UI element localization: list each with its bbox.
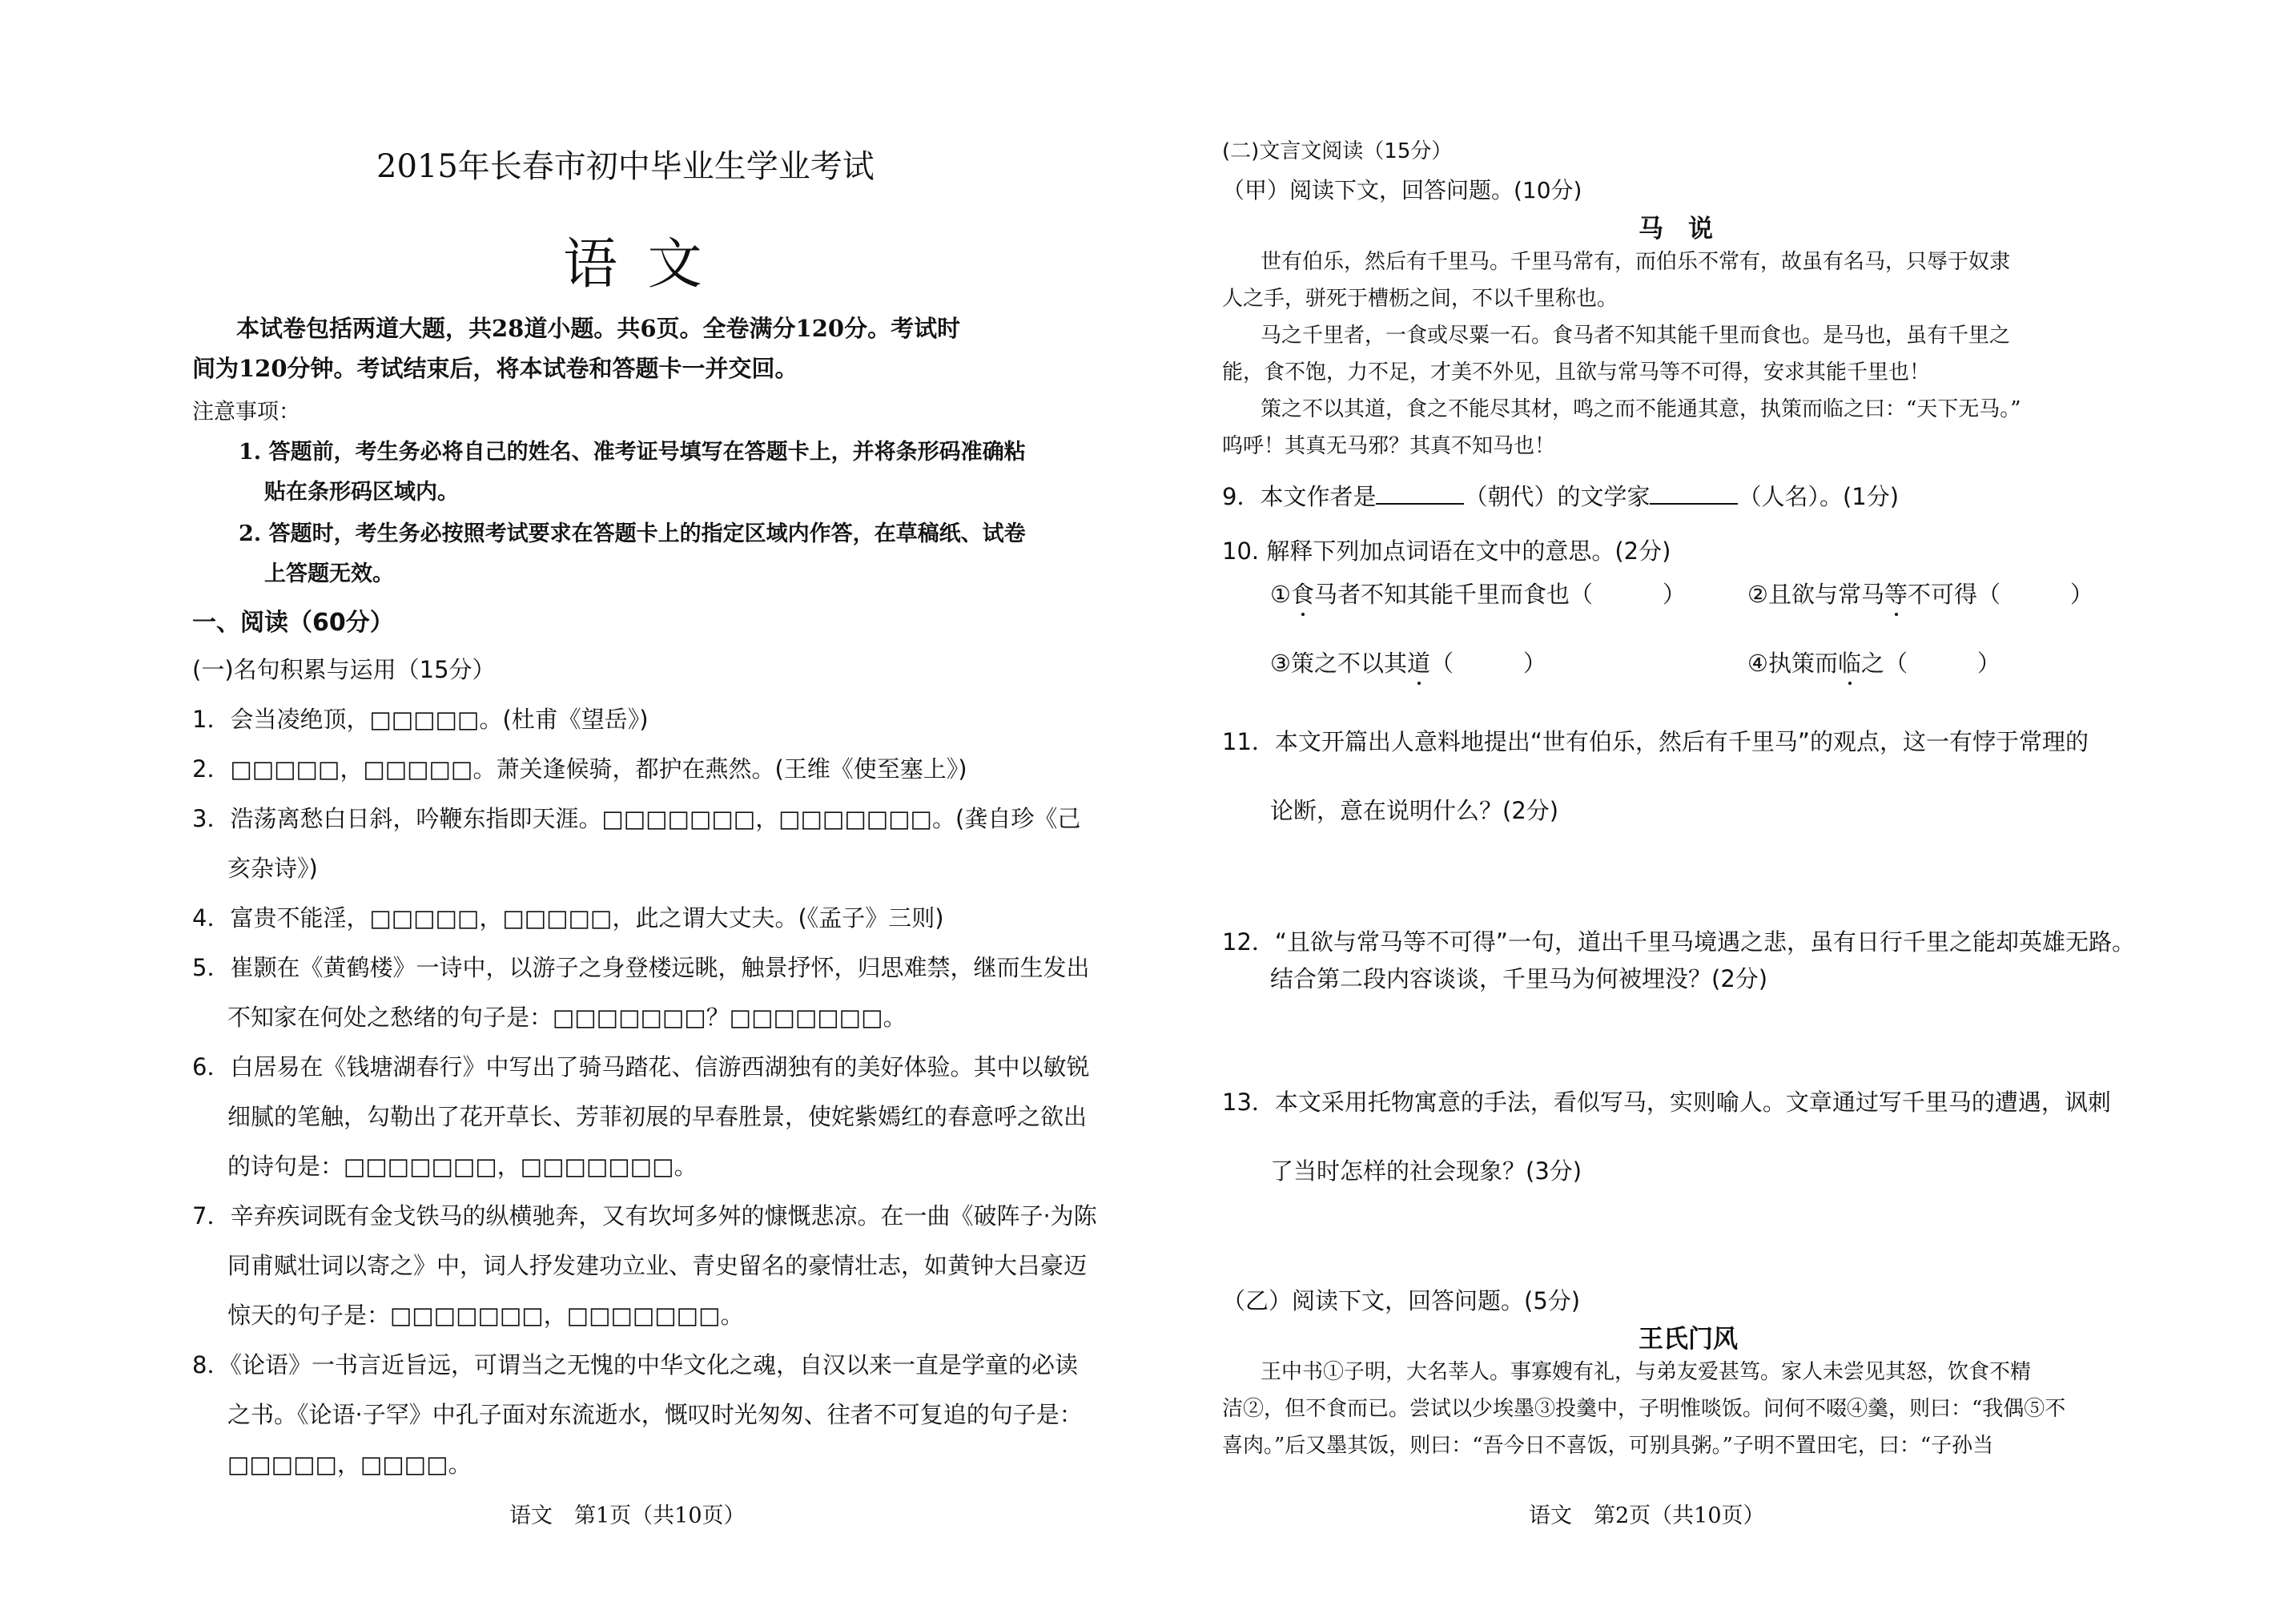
question-9 xyxy=(1222,479,1899,512)
question-text: （朝代）的文学家 xyxy=(1464,483,1651,510)
question-3: 亥杂诗》) xyxy=(227,855,318,882)
question-10-item-4 xyxy=(1747,646,2000,678)
passage-text: 策之不以其道，食之不能尽其材，鸣之而不能通其意，执策而临之曰：“天下无马。” xyxy=(1261,397,2021,421)
intro-text: 本试卷包括两道大题，共28道小题。共6页。全卷满分120分。考试时 xyxy=(236,315,961,342)
passage-text: 王中书①子明，大名莘人。事寡嫂有礼，与弟友爱甚笃。家人未尝见其怒，饮食不精 xyxy=(1261,1360,2032,1384)
question-text: （人名）。(1分) xyxy=(1738,483,1900,510)
question-6: 细腻的笔触，勾勒出了花开草长、芳菲初展的早春胜景，使姹紫嫣红的春意呼之欲出 xyxy=(227,1103,1088,1130)
question-5: 不知家在何处之愁绪的句子是：□□□□□□□？□□□□□□□。 xyxy=(227,1004,907,1031)
subject-title: 语 文 xyxy=(563,233,709,296)
question-8: 8．《论语》一书言近旨远，可谓当之无愧的中华文化之魂，自汉以来一直是学童的必读 xyxy=(192,1351,1078,1378)
exam-title: 2015年长春市初中毕业生学业考试 xyxy=(376,148,875,185)
section-heading: 一、阅读（60分） xyxy=(192,609,394,637)
question-10-item-3 xyxy=(1270,646,1546,678)
item-text: 不可得（ ） xyxy=(1908,581,2094,608)
answer-blank-dynasty[interactable] xyxy=(1376,481,1464,505)
item-text: （ ） xyxy=(1430,650,1547,677)
question-7: 7．辛弃疾词既有金戈铁马的纵横驰奔，又有坎坷多舛的慷慨悲凉。在一曲《破阵子·为陈 xyxy=(192,1202,1097,1230)
question-13: 了当时怎样的社会现象？(3分) xyxy=(1270,1157,1582,1185)
question-7: 惊天的句子是：□□□□□□□，□□□□□□□。 xyxy=(227,1302,744,1329)
passage-text: 世有伯乐，然后有千里马。千里马常有，而伯乐不常有，故虽有名马，只辱于奴隶 xyxy=(1261,250,2011,274)
passage-text: 呜呼！其真无马邪？其真不知马也！ xyxy=(1222,434,1556,458)
dotted-word: 道 xyxy=(1407,646,1430,678)
question-8: □□□□□，□□□□。 xyxy=(227,1451,472,1478)
page-footer: 语文 第1页（共10页） xyxy=(509,1503,746,1528)
part-heading: （甲）阅读下文，回答问题。(10分) xyxy=(1222,177,1582,203)
question-4: 4．富贵不能淫，□□□□□，□□□□□，此之谓大丈夫。(《孟子》三则) xyxy=(192,904,944,932)
question-2: 2．□□□□□，□□□□□。萧关逢候骑，都护在燕然。(王维《使至塞上》) xyxy=(192,755,967,783)
part-heading: （乙）阅读下文，回答问题。(5分) xyxy=(1222,1287,1581,1314)
dotted-word: 食 xyxy=(1291,577,1314,610)
passage-title: 王氏门风 xyxy=(1639,1325,1738,1354)
item-text: 马者不知其能千里而食也（ ） xyxy=(1314,581,1687,608)
question-12: 结合第二段内容谈谈，千里马为何被埋没？(2分) xyxy=(1270,965,1768,992)
notice-label: 注意事项： xyxy=(192,400,300,425)
passage-text: 马之千里者，一食或尽粟一石。食马者不知其能千里而食也。是马也，虽有千里之 xyxy=(1261,324,2011,348)
passage-text: 人之手，骈死于槽枥之间，不以千里称也。 xyxy=(1222,287,1618,311)
question-10-item-2 xyxy=(1747,577,2093,610)
item-text: 之（ ） xyxy=(1861,650,2001,677)
notice-item: 上答题无效。 xyxy=(264,561,394,586)
question-6: 的诗句是：□□□□□□□，□□□□□□□。 xyxy=(227,1153,698,1180)
question-11: 11．本文开篇出人意料地提出“世有伯乐，然后有千里马”的观点，这一有悖于常理的 xyxy=(1222,728,2089,755)
question-text: 9．本文作者是 xyxy=(1222,483,1377,510)
subsection-heading: (二)文言文阅读（15分） xyxy=(1222,139,1453,163)
item-text: ④执策而 xyxy=(1747,650,1838,677)
notice-item: 贴在条形码区域内。 xyxy=(264,480,459,505)
notice-item: 1. 答题前，考生务必将自己的姓名、准考证号填写在答题卡上，并将条形码准确粘 xyxy=(239,440,1026,465)
dotted-word: 等 xyxy=(1884,577,1908,610)
question-5: 5．崔颢在《黄鹤楼》一诗中，以游子之身登楼远眺，触景抒怀，归思难禁，继而生发出 xyxy=(192,954,1090,981)
answer-blank-author[interactable] xyxy=(1650,481,1738,505)
question-10-item-1 xyxy=(1270,577,1686,610)
intro-text: 间为120分钟。考试结束后，将本试卷和答题卡一并交回。 xyxy=(192,355,798,382)
passage-title: 马 说 xyxy=(1639,215,1713,244)
item-text: ②且欲与常马 xyxy=(1747,581,1884,608)
question-8: 之书。《论语·子罕》中孔子面对东流逝水，慨叹时光匆匆、往者不可复追的句子是： xyxy=(227,1401,1083,1428)
passage-text: 喜肉。”后又墨其饭，则曰：“吾今日不喜饭，可别具粥。”子明不置田宅，曰：“子孙当 xyxy=(1222,1434,1994,1458)
question-12: 12．“且欲与常马等不可得”一句，道出千里马境遇之悲，虽有日行千里之能却英雄无路。 xyxy=(1222,928,2135,956)
notice-item: 2. 答题时，考生务必按照考试要求在答题卡上的指定区域内作答，在草稿纸、试卷 xyxy=(239,521,1026,546)
question-6: 6．白居易在《钱塘湖春行》中写出了骑马踏花、信游西湖独有的美好体验。其中以敏锐 xyxy=(192,1053,1090,1081)
item-text: ① xyxy=(1270,581,1291,608)
subsection-heading: (一)名句积累与运用（15分） xyxy=(192,656,496,683)
question-7: 同甫赋壮词以寄之》中，词人抒发建功立业、青史留名的豪情壮志，如黄钟大吕豪迈 xyxy=(227,1252,1088,1279)
exam-page-2 xyxy=(1148,0,2296,1622)
passage-text: 能，食不饱，力不足，才美不外见，且欲与常马等不可得，安求其能千里也！ xyxy=(1222,360,1931,384)
question-10: 10. 解释下列加点词语在文中的意思。(2分) xyxy=(1222,537,1671,565)
question-3: 3．浩荡离愁白日斜，吟鞭东指即天涯。□□□□□□□，□□□□□□□。(龚自珍《己 xyxy=(192,805,1081,832)
item-text: ③策之不以其 xyxy=(1270,650,1407,677)
question-11: 论断，意在说明什么？(2分) xyxy=(1270,797,1559,824)
page-footer: 语文 第2页（共10页） xyxy=(1529,1503,1765,1528)
question-13: 13．本文采用托物寓意的手法，看似写马，实则喻人。文章通过写千里马的遭遇，讽刺 xyxy=(1222,1089,2111,1116)
dotted-word: 临 xyxy=(1838,646,1861,678)
question-1: 1．会当凌绝顶，□□□□□。(杜甫《望岳》) xyxy=(192,706,649,733)
passage-text: 洁②，但不食而已。尝试以少埃墨③投羹中，子明惟啖饭。问何不啜④羹，则曰：“我偶⑤不 xyxy=(1222,1397,2066,1421)
